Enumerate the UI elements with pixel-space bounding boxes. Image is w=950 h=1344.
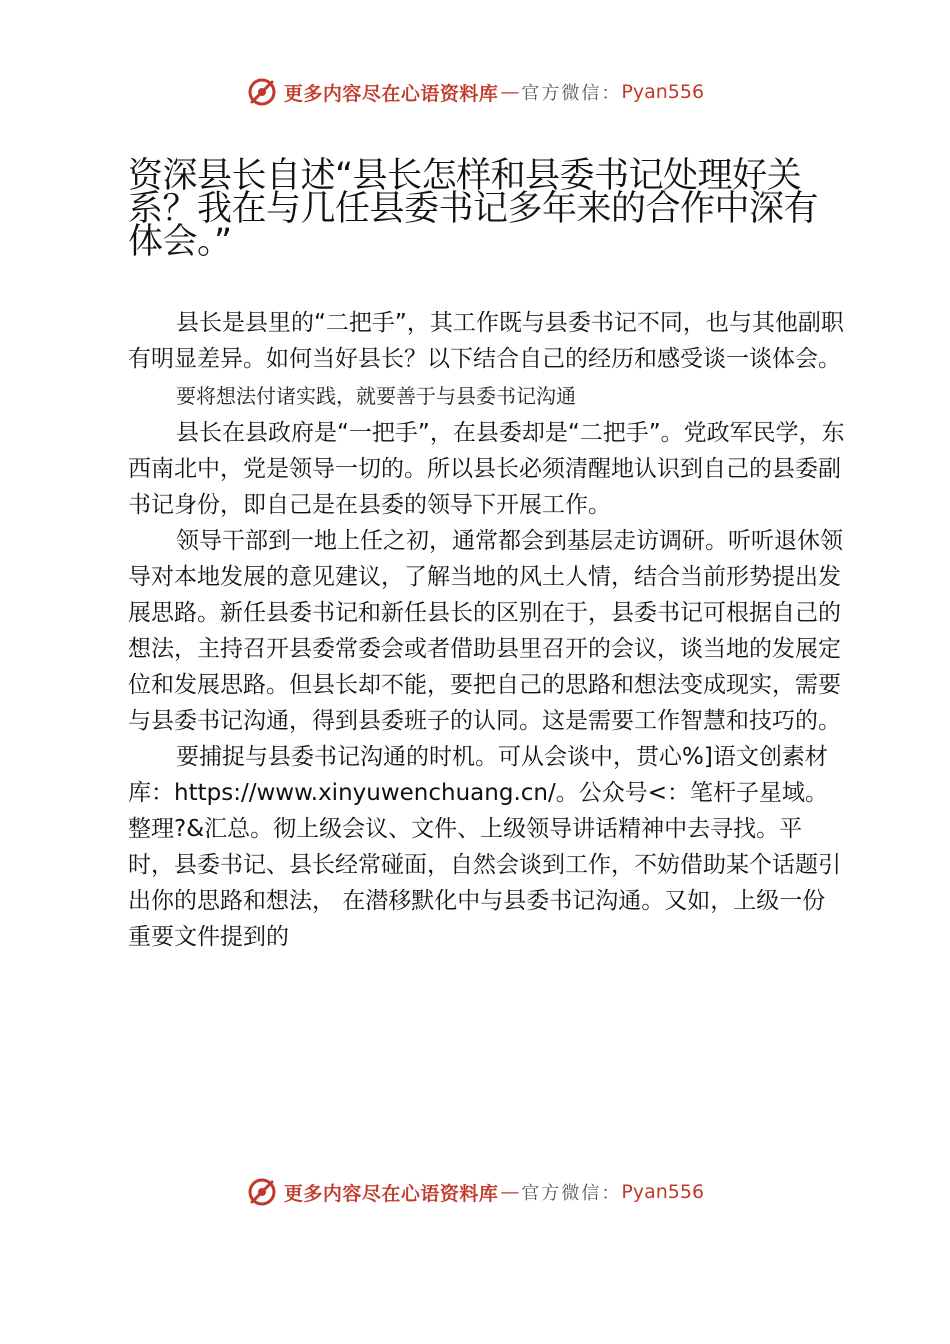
banner-label: 官方微信： [521,83,622,104]
banner-dash: — [500,1181,520,1203]
banner-wechat-id: Pyan556 [621,81,705,103]
paragraph: 县长是县里的“二把手”，其工作既与县委书记不同，也与其他副职有明显差异。如何当好县长？以下结合自己的经历和感受谈一谈体会。 [128,310,844,372]
article-body [128,305,846,955]
banner-wechat-id: Pyan556 [621,1181,705,1203]
paragraph: 要捕捉与县委书记沟通的时机。可从会谈中，贯心%]语文创素材库：https://www.xinyuwenchuang.cn/。公众号<：笔杆子星域。整理?&汇总。彻上级会议、文件、上级领导讲话精神中去寻找。平时，县委书记、县长经常碰面，自然会谈到工作，不妨借助某个话题引出你的思路和想法， 在潜移默化中与县委书记沟通。又如，上级一份重要文件提到的 [128,744,841,950]
banner-dash: — [500,81,520,103]
section-heading: 要将想法付诸实践，就要善于与县委书记沟通 [176,384,576,408]
banner-label: 官方微信： [521,1183,622,1204]
logo-icon [246,1176,278,1208]
footer-banner [0,1172,950,1212]
paragraph: 领导干部到一地上任之初，通常都会到基层走访调研。听听退休领导对本地发展的意见建议，了解当地的风土人情，结合当前形势提出发展思路。新任县委书记和新任县长的区别在于，县委书记可根据自己的想法，主持召开县委常委会或者借助县里召开的会议，谈当地的发展定位和发展思路。但县长却不能，要把自己的思路和想法变成现实，需要与县委书记沟通，得到县委班子的认同。这是需要工作智慧和技巧的。 [128,528,843,734]
page-title: 资深县长自述“县长怎样和县委书记处理好关系？我在与几任县委书记多年来的合作中深有体会。” [128,156,819,262]
header-banner [0,72,950,112]
banner-text: 更多内容尽在心语资料库 [283,82,499,105]
banner-text: 更多内容尽在心语资料库 [283,1182,499,1205]
paragraph: 县长在县政府是“一把手”，在县委却是“二把手”。党政军民学，东西南北中，党是领导一切的。所以县长必须清醒地认识到自己的县委副书记身份，即自己是在县委的领导下开展工作。 [128,420,845,518]
logo-icon [246,76,278,108]
